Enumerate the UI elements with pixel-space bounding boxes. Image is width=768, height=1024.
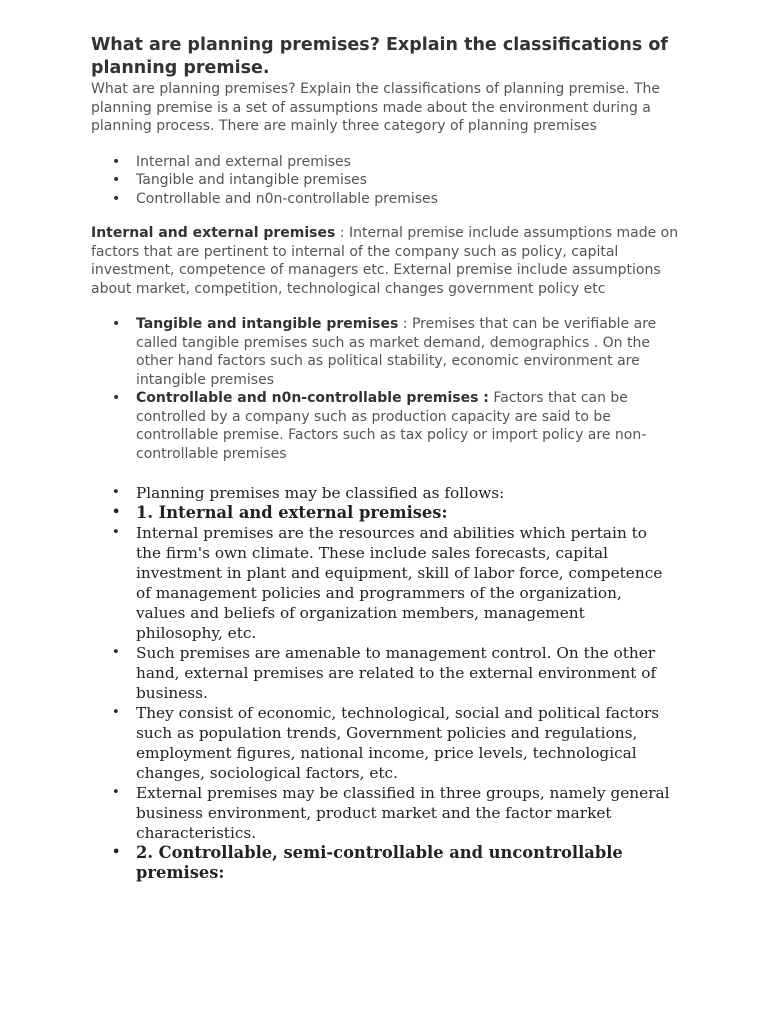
item-term: Controllable and n0n-controllable premises : bbox=[136, 390, 489, 406]
paragraph-term: Internal and external premises bbox=[91, 225, 336, 241]
intro-paragraph: What are planning premises? Explain the classifications of planning premise. The planning premise is a set of assumptions made about the environment during a planning process. There are mainly three category of planning premises bbox=[91, 81, 660, 134]
document-title: What are planning premises? Explain the classifications of planning premise. bbox=[91, 35, 669, 78]
item-term: Tangible and intangible premises bbox=[136, 316, 399, 332]
section-heading: • 2. Controllable, semi-controllable and uncontrollable premises: bbox=[136, 843, 676, 883]
document-page bbox=[91, 34, 691, 883]
premise-categories-list bbox=[91, 153, 691, 209]
premise-details-list bbox=[91, 315, 691, 463]
list-item: • Controllable and n0n-controllable premises bbox=[136, 190, 691, 209]
list-item: • They consist of economic, technological, social and political factors such as population trends, Government policies and regulations, employment figures, national income, price levels, technological changes, sociological factors, etc. bbox=[136, 703, 676, 783]
internal-external-paragraph bbox=[91, 224, 691, 298]
list-item: • Internal and external premises bbox=[136, 153, 691, 172]
list-item: • External premises may be classified in three groups, namely general business environment, product market and the factor market characteristics. bbox=[136, 783, 676, 843]
classification-list bbox=[91, 483, 676, 883]
paragraph-text: : Internal premise include assumptions made on factors that are pertinent to internal of the company such as policy, capital investment, competence of managers etc. External premise include assumptions about market, competition, technological changes government policy etc bbox=[91, 225, 679, 297]
list-item: • Tangible and intangible premises bbox=[136, 171, 691, 190]
section-heading: • 1. Internal and external premises: bbox=[136, 503, 676, 523]
list-item: • Planning premises may be classified as follows: bbox=[136, 483, 676, 503]
item-text: Factors that can be controlled by a company such as production capacity are said to be controllable premise. Factors such as tax policy or import policy are non-controllable premises bbox=[136, 390, 647, 462]
item-text: : Premises that can be verifiable are called tangible premises such as market demand, demographics . On the other hand factors such as political stability, economic environment are intangible premises bbox=[136, 316, 657, 388]
list-item: • Such premises are amenable to management control. On the other hand, external premises are related to the external environment of business. bbox=[136, 643, 676, 703]
list-item bbox=[136, 315, 691, 389]
list-item: • Internal premises are the resources and abilities which pertain to the firm's own climate. These include sales forecasts, capital investment in plant and equipment, skill of labor force, competence of management policies and programmers of the organization, values and beliefs of organization members, management philosophy, etc. bbox=[136, 523, 676, 643]
list-item bbox=[136, 389, 691, 463]
